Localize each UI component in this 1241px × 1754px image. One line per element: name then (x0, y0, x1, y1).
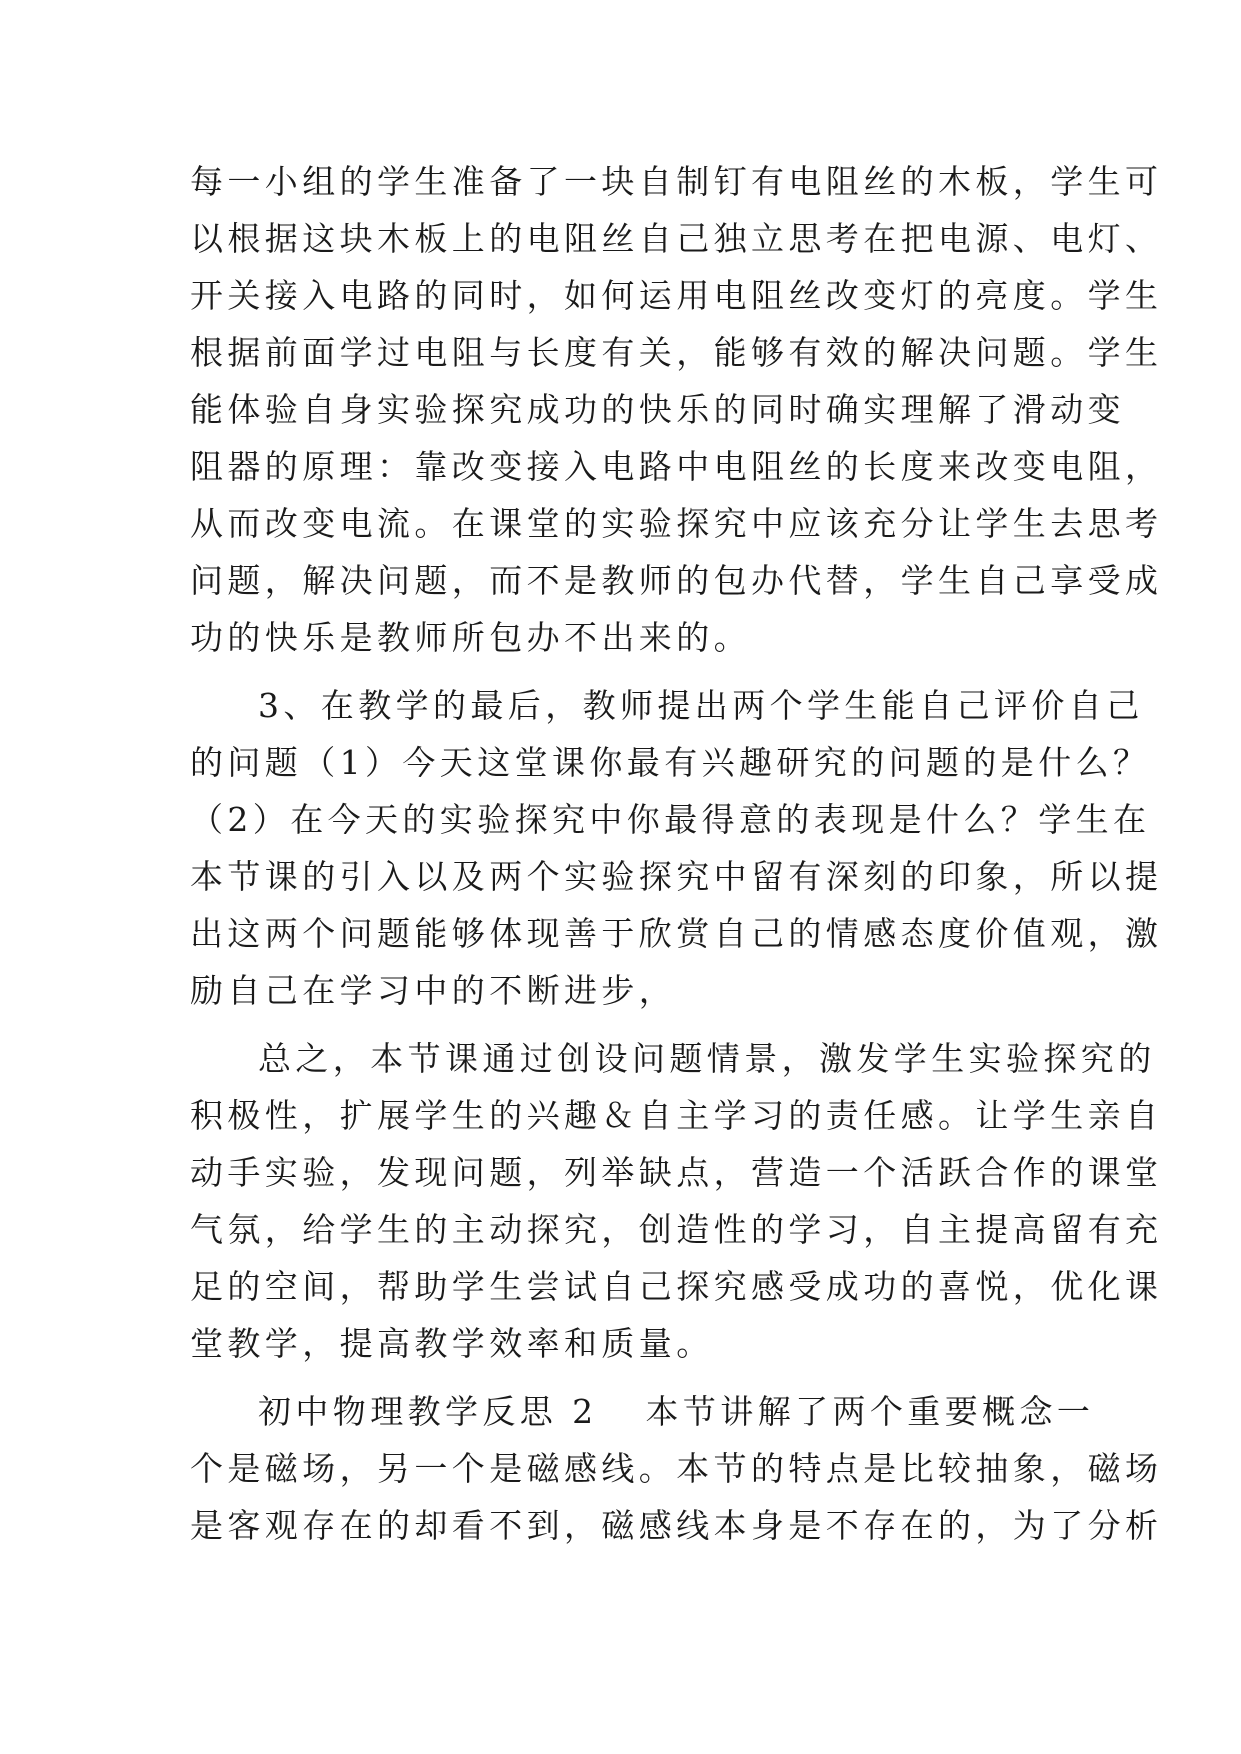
text-line: 个是磁场，另一个是磁感线。本节的特点是比较抽象，磁场 (190, 1449, 1163, 1488)
text-line: 动手实验，发现问题，列举缺点，营造一个活跃合作的课堂 (190, 1153, 1163, 1192)
section-heading-line (258, 1382, 1138, 1442)
paragraph-first-line: 总之，本节课通过创设问题情景，激发学生实验探究的 (258, 1039, 1156, 1078)
text-line: 的问题（1）今天这堂课你最有兴趣研究的问题的是什么？ (190, 743, 1151, 782)
text-line: 足的空间，帮助学生尝试自己探究感受成功的喜悦，优化课 (190, 1267, 1163, 1306)
text-line: 功的快乐是教师所包办不出来的。 (190, 618, 751, 657)
text-line: 堂教学，提高教学效率和质量。 (190, 1324, 714, 1363)
text-line: 以根据这块木板上的电阻丝自己独立思考在把电源、电灯、 (190, 219, 1163, 258)
paragraph-first-line: 3、在教学的最后，教师提出两个学生能自己评价自己 (258, 686, 1144, 725)
text-line: 气氛，给学生的主动探究，创造性的学习，自主提高留有充 (190, 1210, 1163, 1249)
text-line: 问题，解决问题，而不是教师的包办代替，学生自己享受成 (190, 561, 1163, 600)
text-line: 能体验自身实验探究成功的快乐的同时确实理解了滑动变 (190, 390, 1125, 429)
text-line: 根据前面学过电阻与长度有关，能够有效的解决问题。学生 (190, 333, 1163, 372)
text-line: 是客观存在的却看不到，磁感线本身是不存在的，为了分析 (190, 1506, 1163, 1545)
section-heading: 初中物理教学反思 2 (258, 1392, 598, 1431)
text-line: 每一小组的学生准备了一块自制钉有电阻丝的木板，学生可 (190, 162, 1163, 201)
text-line: 积极性，扩展学生的兴趣＆自主学习的责任感。让学生亲自 (190, 1096, 1163, 1135)
text-line: 开关接入电路的同时，如何运用电阻丝改变灯的亮度。学生 (190, 276, 1163, 315)
text-line: 出这两个问题能够体现善于欣赏自己的情感态度价值观，激 (190, 914, 1163, 953)
text-line: 励自己在学习中的不断进步， (190, 971, 677, 1010)
text-line: （2）在今天的实验探究中你最得意的表现是什么？学生在 (190, 800, 1151, 839)
text-line: 本节课的引入以及两个实验探究中留有深刻的印象，所以提 (190, 857, 1163, 896)
text-line: 阻器的原理：靠改变接入电路中电阻丝的长度来改变电阻， (190, 447, 1163, 486)
section-body-start: 本节讲解了两个重要概念一 (645, 1392, 1095, 1431)
text-line: 从而改变电流。在课堂的实验探究中应该充分让学生去思考 (190, 504, 1163, 543)
